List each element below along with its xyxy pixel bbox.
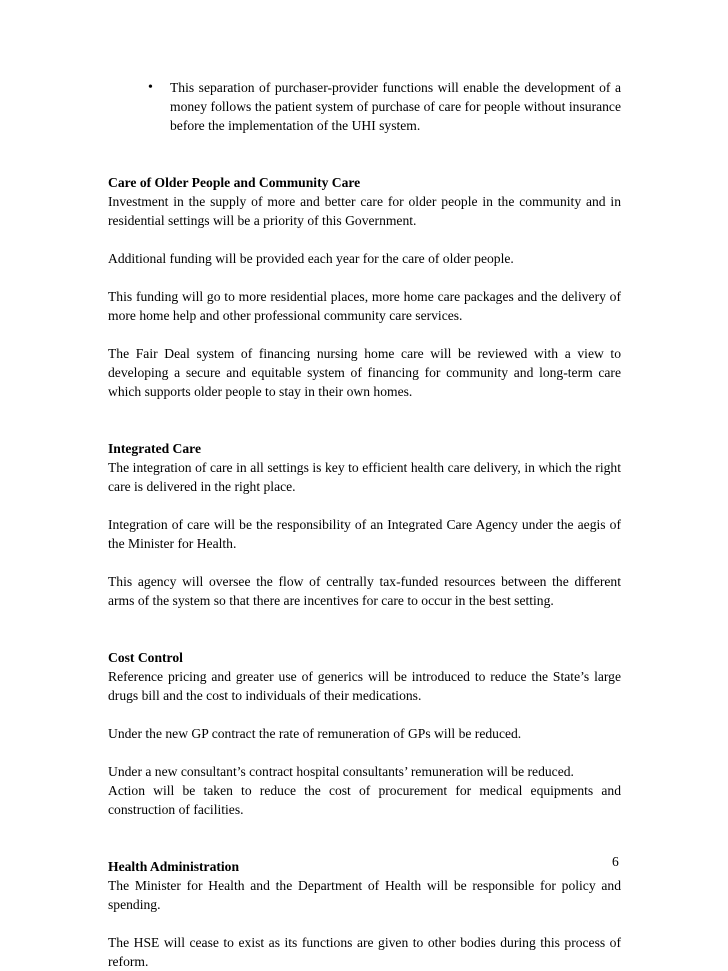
paragraph: Under a new consultant’s contract hospital consultants’ remuneration will be reduced. [108, 764, 574, 779]
page-number: 6 [612, 854, 619, 869]
paragraph: This funding will go to more residential places, more home care packages and the delivery of more home help and other professional community care services. [108, 289, 621, 323]
section-heading: Integrated Care [108, 441, 201, 456]
section-integrated-care [108, 439, 621, 610]
bullet-icon: • [148, 80, 153, 95]
section-heading: Health Administration [108, 859, 240, 874]
paragraph: Additional funding will be provided each year for the care of older people. [108, 251, 514, 266]
paragraph: Action will be taken to reduce the cost of procurement for medical equipments and construction of facilities. [108, 783, 621, 817]
paragraph: Under the new GP contract the rate of remuneration of GPs will be reduced. [108, 726, 522, 741]
document-page [108, 78, 621, 971]
paragraph: Integration of care will be the responsibility of an Integrated Care Agency under the aegis of the Minister for Health. [108, 517, 621, 551]
paragraph: The Fair Deal system of financing nursing home care will be reviewed with a view to developing a secure and equitable system of financing for community and long-term care which supports older people to stay in their own homes. [108, 346, 621, 399]
bullet-item [148, 78, 621, 135]
section-care-of-older-people [108, 173, 621, 401]
section-heading: Care of Older People and Community Care [108, 175, 361, 190]
section-cost-control [108, 648, 621, 819]
section-heading: Cost Control [108, 650, 183, 665]
paragraph: Investment in the supply of more and better care for older people in the community and in residential settings will be a priority of this Government. [108, 194, 621, 228]
paragraph: The integration of care in all settings is key to efficient health care delivery, in which the right care is delivered in the right place. [108, 460, 621, 494]
paragraph: Reference pricing and greater use of generics will be introduced to reduce the State’s large drugs bill and the cost to individuals of their medications. [108, 669, 621, 703]
section-health-administration [108, 857, 621, 971]
bullet-text: This separation of purchaser-provider functions will enable the development of a money follows the patient system of purchase of care for people without insurance before the implementation of the UHI system. [170, 80, 621, 133]
paragraph: The Minister for Health and the Department of Health will be responsible for policy and spending. [108, 878, 621, 912]
paragraph: This agency will oversee the flow of centrally tax-funded resources between the different arms of the system so that there are incentives for care to occur in the best setting. [108, 574, 621, 608]
paragraph: The HSE will cease to exist as its functions are given to other bodies during this process of reform. [108, 935, 621, 969]
